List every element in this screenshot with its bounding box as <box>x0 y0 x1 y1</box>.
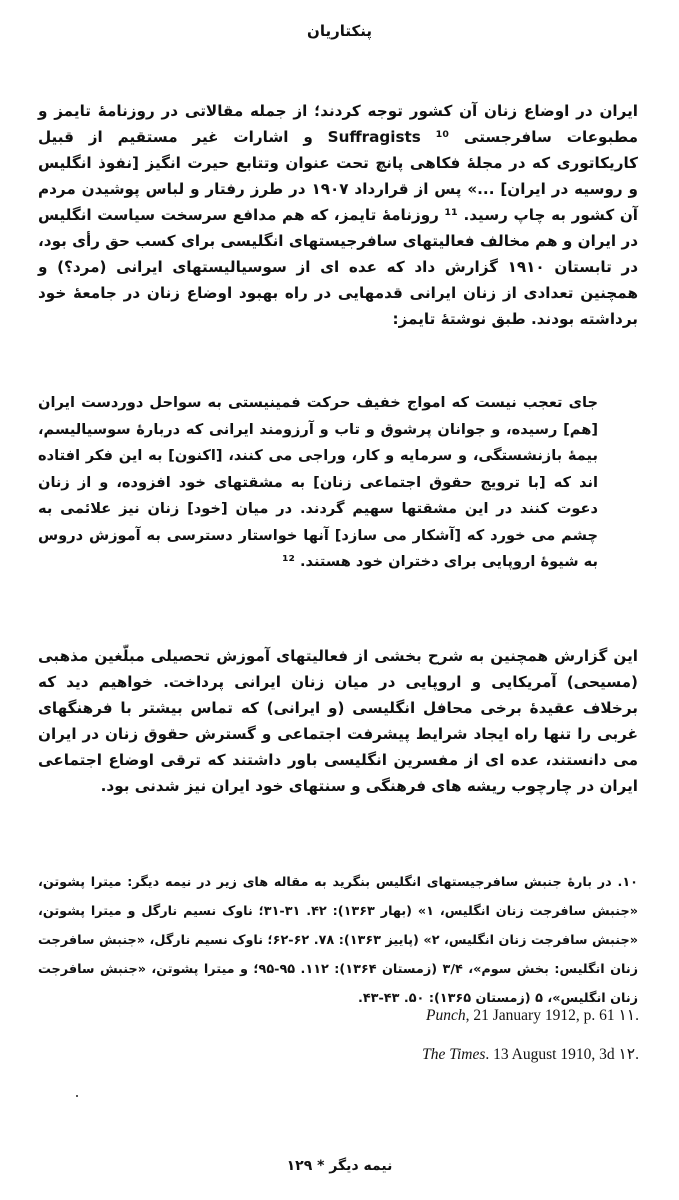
page-footer: نیمه دیگر * ۱۲۹ <box>286 1158 393 1174</box>
scan-speck <box>76 1095 78 1097</box>
footnote-11-details: , 21 January 1912, p. 61 <box>465 1007 615 1024</box>
footnote-12-citation <box>422 1046 615 1063</box>
footnote-12-source: The Times <box>422 1046 486 1063</box>
footnote-12 <box>39 1045 639 1064</box>
footnote-11-source: Punch <box>426 1007 466 1024</box>
footnote-11 <box>39 1006 639 1025</box>
paragraph-1: ایران در اوضاع زنان آن کشور توجه کردند؛ از جمله مقالاتی در روزنامهٔ تایمز و مطبوعات سافرجستی Suffragists ¹⁰ و اشارات غیر مستقیم از قبیل کاریکاتوری که در مجلهٔ فکاهی پانچ تحت عنوان وتتابع حیرت انگیز [نفوذ انگلیس و روسیه در ایران] ...» پس از قرارداد ۱۹۰۷ در طرز رفتار و لباس پوشیدن مردم آن کشور به چاپ رسید. ¹¹ روزنامهٔ تایمز، که هم مدافع سرسخت سیاست انگلیس در ایران و هم مخالف فعالیتهای سافرجیستهای انگلیسی برای کسب حق رأی بود، در تابستان ۱۹۱۰ گزارش داد که عده ای از سوسیالیستهای ایرانی (مرد؟) و همچنین تعدادی از زنان ایرانی قدمهایی در راه بهبود اوضاع زنان در جامعهٔ خود برداشته بودند. طبق نوشتهٔ تایمز: <box>38 102 638 328</box>
footnote-10: ۱۰. در بارهٔ جنبش سافرجیستهای انگلیس بنگرید به مقاله های زیر در نیمه دیگر: میترا پشوتن، «جنبش سافرجت زنان انگلیس، ۱» (بهار ۱۳۶۳): ۴۲. ۳۱-۳۱؛ ناوک نسیم نارگل و میترا پشوتن، «جنبش سافرجت زنان انگلیس، ۲» (پاییز ۱۳۶۳): ۷۸. ۶۲-۶۲؛ ناوک نسیم نارگل، «جنبش سافرجت زنان انگلیس: بخش سوم»، ۳/۴ (زمستان ۱۳۶۴): ۱۱۲. ۹۵-۹۵؛ و میترا پشوتن، «جنبش سافرجت زنان انگلیس»، ۵ (زمستان ۱۳۶۵): ۵۰. ۴۳-۴۳. <box>38 875 638 1006</box>
footnote-11-number: .۱۱ <box>618 1007 639 1024</box>
footnote-11-citation <box>426 1007 615 1024</box>
paragraph-2: این گزارش همچنین به شرح بخشی از فعالیتهای آموزش تحصیلی مبلّغین مذهبی (مسیحی) آمریکایی و اروپایی در میان زنان ایرانی پرداخت. خواهیم دید که برخلاف عقیدهٔ برخی محافل انگلیسی (و ایرانی) که تماس بیشتر با فرهنگهای غربی را تنها راه ایجاد شرایط پیشرفت اجتماعی و گسترش حقوق زنان در ایران می دانستند، عده ای از مفسرین انگلیسی باور داشتند که ترقی اوضاع اجتماعی ایران در چارچوب ریشه های فرهنگی و سنتهای خود ایران نیز شدنی بود. <box>38 647 638 795</box>
latin-footnotes <box>39 1006 639 1084</box>
block-quote: جای تعجب نیست که امواج خفیف حرکت فمینیستی به سواحل دوردست ایران [هم] رسیده، و جوانان پرشوق و تاب و آرزومند ایرانی که دربارهٔ سوسیالیسم، بیمهٔ بازنشستگی، و سرمایه و کار، وراجی می کنند، [اکنون] به این فکر افتاده اند که [با ترویج حقوق اجتماعی زنان] به مشقتهای خود افزوده، و از زنان دعوت کنند در این مشقتها سهیم گردند. در میان [خود] زنان نیز علائمی به چشم می خورد که [آشکار می سازد] آنها خواستار دسترسی به آموزش دروس به شیوهٔ اروپایی برای دختران خود هستند. ¹² <box>38 394 598 570</box>
footnote-12-details: . 13 August 1910, 3d <box>485 1046 615 1063</box>
running-header: پنکتاریان <box>307 22 372 40</box>
footnote-12-number: .۱۲ <box>618 1046 639 1063</box>
